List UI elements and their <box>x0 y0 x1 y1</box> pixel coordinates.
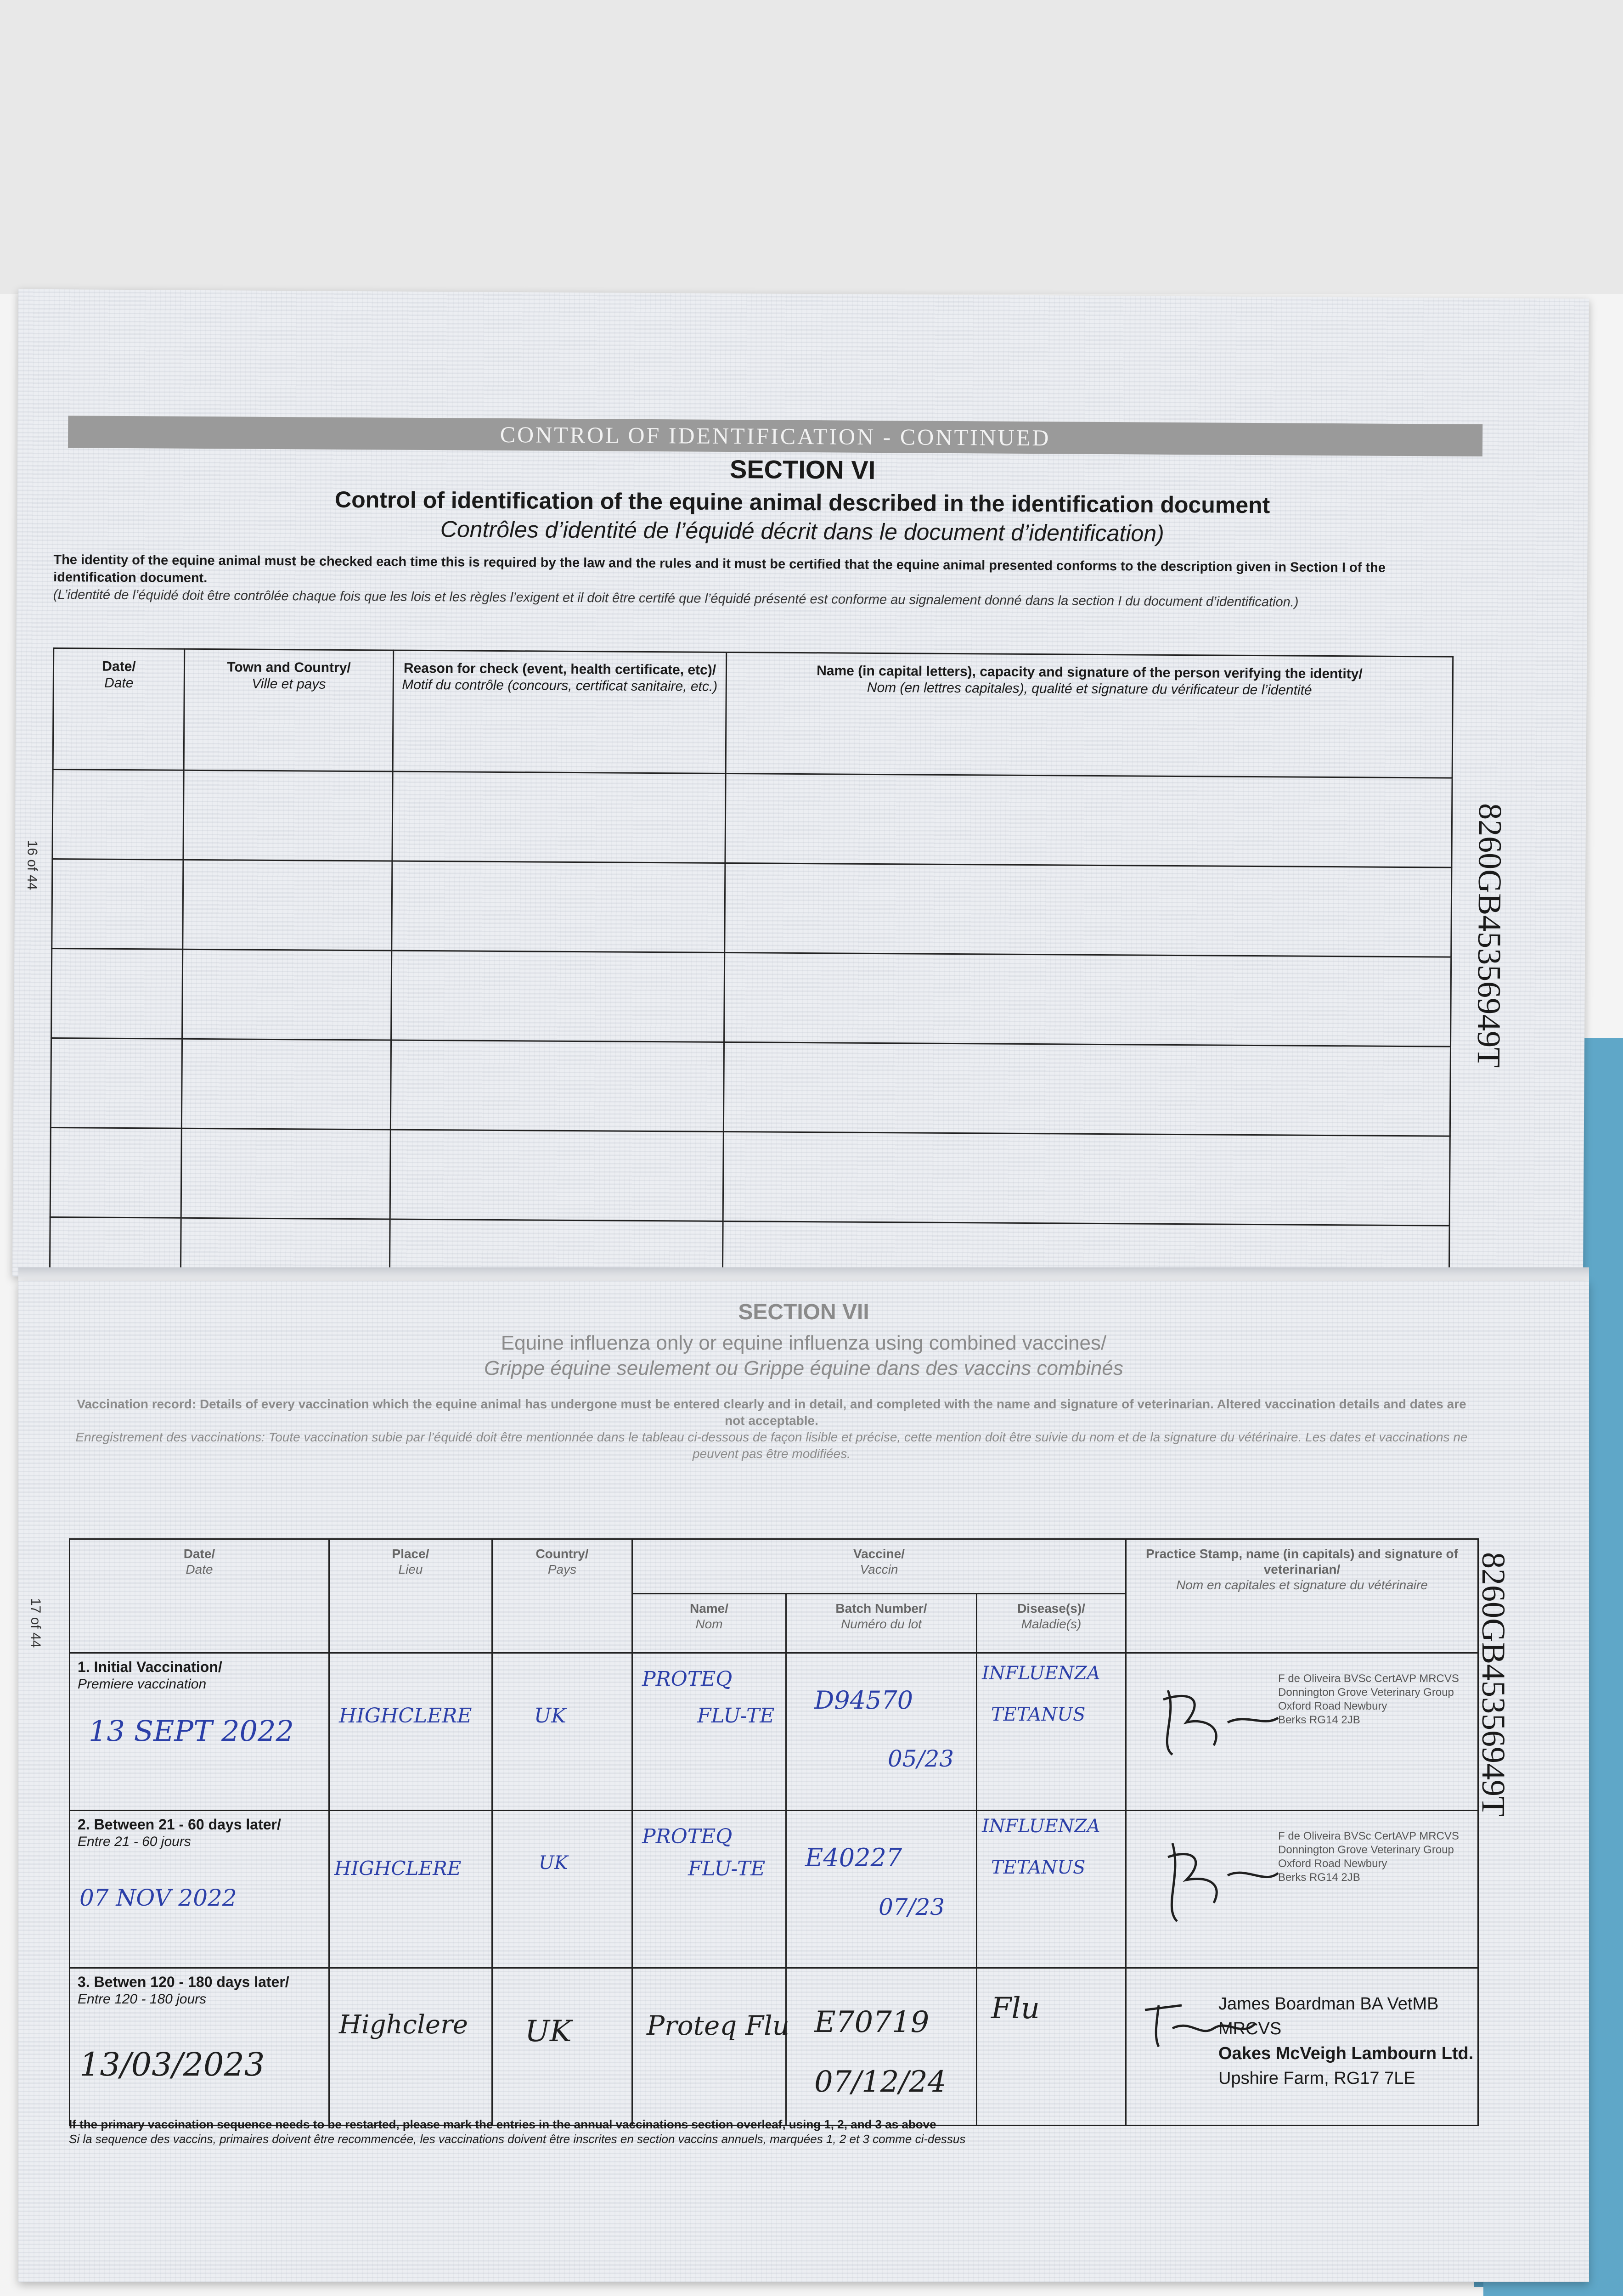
row-1-batch-cell[interactable] <box>786 1653 977 1811</box>
identity-instructions <box>53 551 1459 612</box>
col-reason: Reason for check (event, health certificate, etc)/ Motif du contrôle (concours, certificat sanitaire, etc.) <box>393 650 727 773</box>
row-3-country-cell[interactable] <box>492 1968 632 2126</box>
col-disease: Disease(s)/ Maladie(s) <box>977 1593 1126 1653</box>
page-number-17: 17 of 44 <box>28 1598 43 1648</box>
passport-number-side: 8260GB45356949T <box>1470 803 1509 1068</box>
col-date: Date/ Date <box>53 648 185 771</box>
row-3-vaccine-cell[interactable] <box>632 1968 790 2126</box>
row-2-disease-2: TETANUS <box>991 1857 1086 1878</box>
table-row <box>70 1968 1478 2126</box>
row-1-stamp: F de Oliveira BVSc CertAVP MRCVS Donnington Grove Veterinary Group Oxford Road Newbury Berks RG14 2JB <box>1278 1672 1459 1726</box>
section-vii-title: SECTION VII <box>738 1300 869 1324</box>
row-1-stamp-cell[interactable] <box>1126 1653 1478 1811</box>
col-vaccine: Vaccine/ Vaccin <box>632 1539 1126 1594</box>
row-2-signature <box>1150 1829 1287 1930</box>
row-3-stamp: James Boardman BA VetMB MRCVS Oakes McVeigh Lambourn Ltd. Upshire Farm, RG17 7LE <box>1218 1994 1474 2088</box>
footnote-fr: Si la sequence des vaccins, primaires doivent être recommencée, les vaccinations doivent être inscrites en section vaccins annuels, marquées 1, 2 et 3 comme ci-dessus <box>69 2132 966 2146</box>
row-2-vaccine-name: PROTEQ <box>642 1825 733 1848</box>
row-2-batch-expiry: 07/23 <box>879 1894 945 1920</box>
col-country: Country/ Pays <box>492 1539 632 1653</box>
instruction-fr: (L’identité de l’équidé doit être contrôlée chaque fois que les lois et les règles l’exigent et il doit être certifé que l’équidé présenté est conforme au signalement donné dans la section I du document d’identification.) <box>53 587 1299 610</box>
col-date: Date/ Date <box>70 1539 329 1653</box>
row-1-place-cell[interactable] <box>329 1653 492 1811</box>
row-1-batch: D94570 <box>814 1686 913 1715</box>
col-batch-number: Batch Number/ Numéro du lot <box>786 1593 977 1653</box>
section-vi-title: SECTION VI <box>729 455 876 484</box>
footnote-en: If the primary vaccination sequence needs to be restarted, please mark the entries in the annual vaccinations section overleaf, using 1, 2, and 3 as above <box>69 2117 936 2131</box>
row-1-disease-cell[interactable] <box>977 1653 1126 1811</box>
section-vii-heading-en: Equine influenza only or equine influenza using combined vaccines/ <box>501 1332 1107 1354</box>
row-2-date: 07 NOV 2022 <box>79 1885 237 1911</box>
row-1-place: HIGHCLERE <box>339 1704 472 1728</box>
row-2-place: HIGHCLERE <box>334 1857 462 1880</box>
row-1-vaccine-cell[interactable] <box>632 1653 786 1811</box>
table-row <box>52 859 1452 957</box>
identity-check-table <box>49 647 1454 1316</box>
table-row <box>51 949 1451 1047</box>
row-3-stamp-cell[interactable] <box>1126 1968 1478 2126</box>
table-row <box>50 1128 1450 1226</box>
row-3-batch-cell[interactable] <box>786 1968 977 2126</box>
vaccination-table <box>69 1538 1479 2126</box>
restart-footnote <box>69 2117 965 2146</box>
row-3-date: 13/03/2023 <box>79 2046 265 2083</box>
row-3-date-cell[interactable]: 3. Betwen 120 - 180 days later/ Entre 120 - 180 jours 13/03/2023 <box>70 1968 329 2126</box>
row-3-vaccine-name: Proteq Flu <box>647 2010 790 2041</box>
passport-number-side-bottom: 8260GB45356949T <box>1475 1552 1512 1817</box>
scanner-background <box>0 0 1623 294</box>
row-3-batch-expiry: 07/12/24 <box>814 2065 947 2099</box>
col-town-country: Town and Country/ Ville et pays <box>184 649 394 771</box>
instruction-en: The identity of the equine animal must be checked each time this is required by the law and the rules and it must be certified that the equine animal presented conforms to the description given in Section I of the identification document. <box>53 552 1386 586</box>
row-3-place-cell[interactable] <box>329 1968 492 2126</box>
row-2-country: UK <box>539 1852 568 1874</box>
row-1-batch-expiry: 05/23 <box>888 1745 954 1772</box>
row-1-signature <box>1150 1672 1287 1764</box>
vacc-header-row-1 <box>70 1539 1478 1594</box>
row-1-country-cell[interactable] <box>492 1653 632 1811</box>
row-2-disease: INFLUENZA <box>982 1816 1100 1837</box>
record-en: Vaccination record: Details of every vaccination which the equine animal has undergone must be entered clearly and in detail, and completed with the name and signature of veterinarian. Altered vaccination details and dates are not acceptable. <box>77 1397 1466 1428</box>
section-vi-heading-fr: Contrôles d’identité de l’équidé décrit dans le document d’identification) <box>440 516 1164 546</box>
row-1-date-cell[interactable]: 1. Initial Vaccination/ Premiere vaccination 13 SEPT 2022 <box>70 1653 329 1811</box>
row-2-stamp-cell[interactable] <box>1126 1811 1478 1968</box>
row-2-vaccine-name-2: FLU-TE <box>688 1857 766 1880</box>
row-3-disease: Flu <box>991 1992 1040 2026</box>
row-3-country: UK <box>525 2015 572 2048</box>
table-row <box>51 1038 1450 1137</box>
row-2-date-cell[interactable]: 2. Between 21 - 60 days later/ Entre 21 - 60 jours 07 NOV 2022 <box>70 1811 329 1968</box>
record-fr: Enregistrement des vaccinations: Toute vaccination subie par l’équidé doit être mentionnée dans le tableau ci-dessous de façon lisible et précise, cette mention doit être suivie du nom et de la signature du vétérinaire. Les dates et vaccinations ne peuvent pas être modifiées. <box>75 1430 1468 1461</box>
row-2-batch: E40227 <box>805 1843 902 1872</box>
row-1-vaccine-name-2: FLU-TE <box>697 1704 775 1728</box>
row-1-disease: INFLUENZA <box>982 1663 1100 1684</box>
section-vii-heading-fr: Grippe équine seulement ou Grippe équine dans des vaccins combinés <box>484 1357 1123 1379</box>
row-2-country-cell[interactable] <box>492 1811 632 1968</box>
continued-band: CONTROL OF IDENTIFICATION - CONTINUED <box>68 416 1482 456</box>
row-2-stamp: F de Oliveira BVSc CertAVP MRCVS Donnington Grove Veterinary Group Oxford Road Newbury Berks RG14 2JB <box>1278 1830 1459 1884</box>
row-2-place-cell[interactable] <box>329 1811 492 1968</box>
col-verifier: Name (in capital letters), capacity and signature of the person verifying the identity/ Nom (en lettres capitales), qualité et signature du vérificateur de l’identité <box>726 652 1453 778</box>
table-row <box>70 1811 1478 1968</box>
row-2-batch-cell[interactable] <box>786 1811 977 1968</box>
col-vaccine-name: Name/ Nom <box>632 1593 786 1653</box>
section-vi-heading-en: Control of identification of the equine animal described in the identification document <box>334 486 1270 518</box>
row-2-vaccine-cell[interactable] <box>632 1811 786 1968</box>
vaccination-record-notice <box>69 1396 1474 1462</box>
row-1-disease-2: TETANUS <box>991 1704 1086 1725</box>
row-1-vaccine-name: PROTEQ <box>642 1667 733 1691</box>
row-3-disease-cell[interactable] <box>977 1968 1126 2126</box>
table-row <box>52 770 1452 868</box>
col-place: Place/ Lieu <box>329 1539 492 1653</box>
page-number-16: 16 of 44 <box>24 840 40 890</box>
row-2-disease-cell[interactable] <box>977 1811 1126 1968</box>
row-3-batch: E70719 <box>814 2005 930 2039</box>
table-row <box>70 1653 1478 1811</box>
identity-check-header <box>53 648 1453 778</box>
row-1-date: 13 SEPT 2022 <box>89 1714 294 1748</box>
row-1-country: UK <box>534 1704 566 1728</box>
col-practice-stamp: Practice Stamp, name (in capitals) and signature of veterinarian/ Nom en capitales et signature du vétérinaire <box>1126 1539 1478 1653</box>
page-section-vi <box>12 289 1589 1286</box>
page-section-vii <box>18 1281 1589 2282</box>
row-3-place: Highclere <box>339 2010 468 2040</box>
